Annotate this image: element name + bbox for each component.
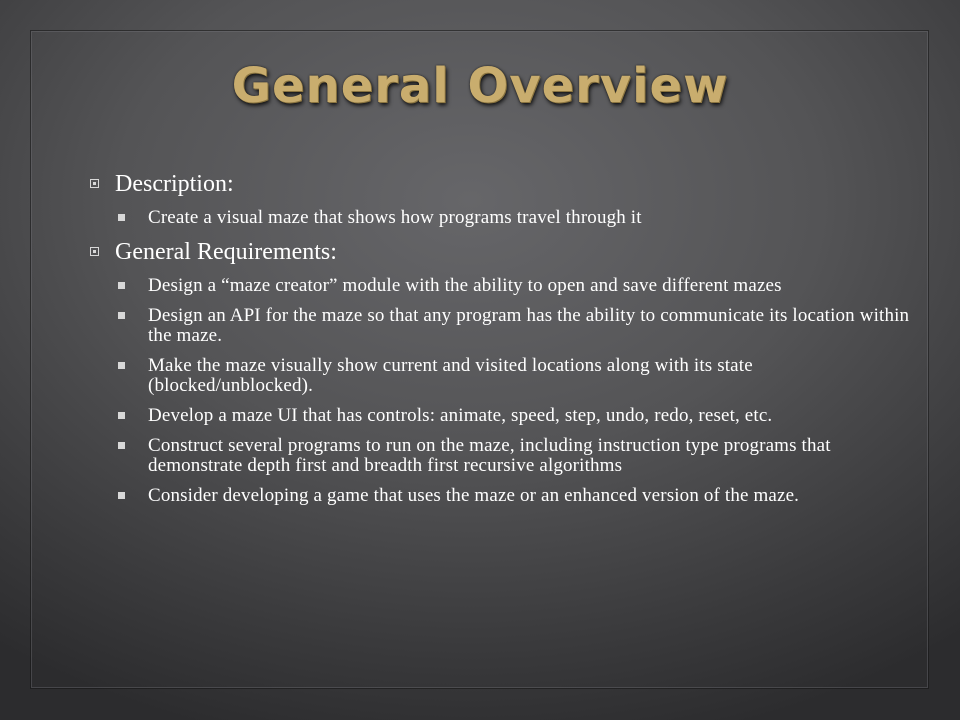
bullet-item — [148, 276, 910, 296]
section-heading: General Requirements: — [115, 239, 337, 265]
bullet-item-text: Design an API for the maze so that any program has the ability to communicate its location within the maze. — [148, 305, 910, 346]
bullet-item — [148, 436, 910, 476]
slide-title: General Overview — [231, 58, 729, 114]
filled-square-bullet-icon — [118, 362, 125, 369]
section-heading: Description: — [115, 171, 234, 197]
bullet-item-text: Create a visual maze that shows how programs travel through it — [148, 207, 642, 228]
square-outline-bullet-icon — [90, 179, 99, 188]
bullet-item — [148, 306, 910, 346]
bullet-general-requirements — [90, 238, 910, 266]
bullet-item — [148, 406, 910, 426]
filled-square-bullet-icon — [118, 312, 125, 319]
slide-content — [90, 170, 910, 516]
filled-square-bullet-icon — [118, 492, 125, 499]
square-outline-bullet-icon — [90, 247, 99, 256]
bullet-item-text: Consider developing a game that uses the maze or an enhanced version of the maze. — [148, 485, 800, 506]
filled-square-bullet-icon — [118, 282, 125, 289]
bullet-item — [148, 356, 910, 396]
bullet-item-text: Make the maze visually show current and visited locations along with its state (blocked/unblocked). — [148, 355, 753, 396]
bullet-description — [90, 170, 910, 198]
bullet-item — [148, 208, 910, 228]
filled-square-bullet-icon — [118, 412, 125, 419]
bullet-item-text: Design a “maze creator” module with the ability to open and save different mazes — [148, 275, 782, 296]
bullet-item-text: Develop a maze UI that has controls: animate, speed, step, undo, redo, reset, etc. — [148, 405, 773, 426]
filled-square-bullet-icon — [118, 442, 125, 449]
bullet-item-text: Construct several programs to run on the maze, including instruction type programs that demonstrate depth first and breadth first recursive algorithms — [148, 435, 831, 476]
filled-square-bullet-icon — [118, 214, 125, 221]
bullet-item — [148, 486, 910, 506]
